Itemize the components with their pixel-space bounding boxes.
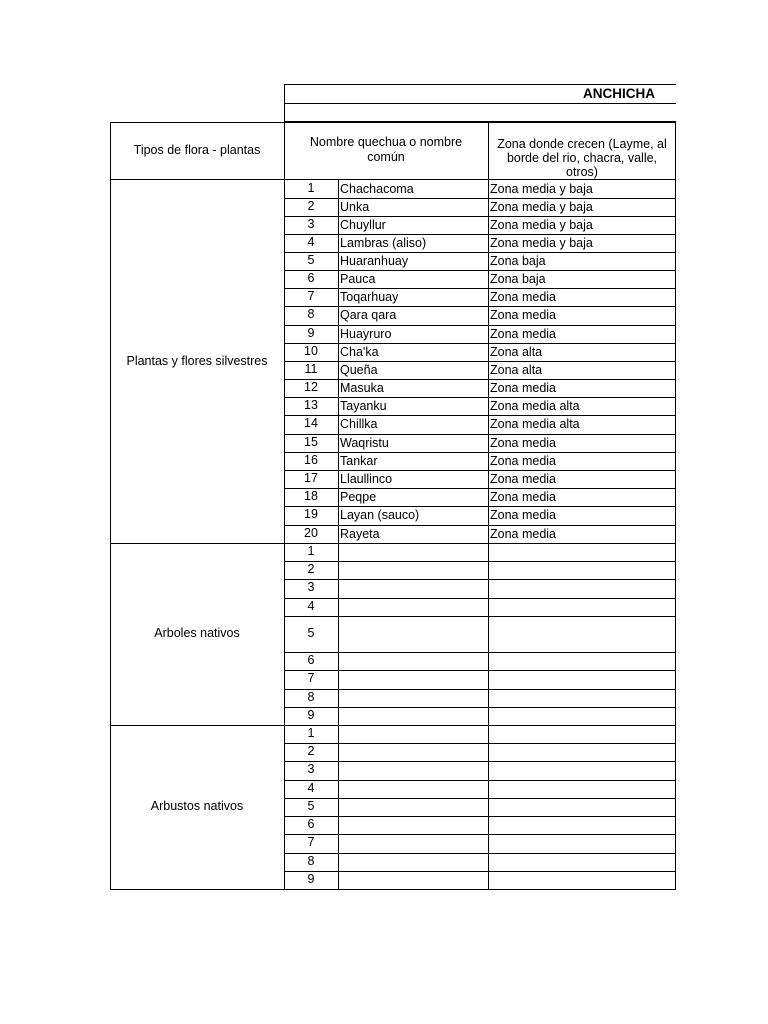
- section-label: Arboles nativos: [154, 626, 240, 640]
- growth-zone: Zona media alta: [490, 399, 580, 413]
- row-number: 2: [307, 562, 315, 576]
- growth-zone: Zona media: [490, 508, 557, 522]
- growth-zone: Zona media: [490, 381, 557, 395]
- plant-name: Toqarhuay: [340, 290, 399, 304]
- row-border: [284, 561, 676, 562]
- row-number: 4: [307, 599, 315, 613]
- row-border: [284, 871, 676, 872]
- row-number: 8: [307, 307, 315, 321]
- plant-name: Masuka: [340, 381, 384, 395]
- row-number: 3: [307, 762, 315, 776]
- row-number: 5: [307, 626, 315, 640]
- row-border: [284, 198, 676, 199]
- plant-name: Waqristu: [340, 436, 389, 450]
- row-border: [284, 743, 676, 744]
- plant-name: Unka: [340, 200, 370, 214]
- header-tipos: Tipos de flora - plantas: [133, 143, 261, 157]
- row-border: [284, 579, 676, 580]
- row-number: 7: [307, 835, 315, 849]
- section-bottom-border: [110, 543, 676, 544]
- row-border: [284, 452, 676, 453]
- row-number: 9: [307, 708, 315, 722]
- row-border: [284, 270, 676, 271]
- grid-line: [110, 122, 111, 180]
- row-border: [284, 652, 676, 653]
- plant-name: Pauca: [340, 272, 376, 286]
- row-number: 12: [304, 380, 318, 394]
- plant-name: Lambras (aliso): [340, 236, 427, 250]
- row-border: [284, 252, 676, 253]
- plant-name: Chillka: [340, 417, 378, 431]
- row-number: 9: [307, 872, 315, 886]
- row-border: [284, 488, 676, 489]
- plant-name: Chuyllur: [340, 218, 386, 232]
- column-border: [675, 725, 676, 890]
- row-number: 1: [307, 544, 315, 558]
- growth-zone: Zona media alta: [490, 417, 580, 431]
- growth-zone: Zona media: [490, 527, 557, 541]
- row-border: [284, 306, 676, 307]
- column-border: [488, 543, 489, 726]
- section-label: Plantas y flores silvestres: [126, 354, 268, 368]
- row-border: [284, 343, 676, 344]
- row-border: [284, 361, 676, 362]
- row-number: 6: [307, 271, 315, 285]
- plant-name: Rayeta: [340, 527, 380, 541]
- growth-zone: Zona media: [490, 290, 557, 304]
- plant-name: Chachacoma: [340, 182, 414, 196]
- row-number: 4: [307, 235, 315, 249]
- column-border: [675, 543, 676, 726]
- row-border: [284, 470, 676, 471]
- row-border: [284, 379, 676, 380]
- row-number: 2: [307, 744, 315, 758]
- plant-name: Llaullinco: [340, 472, 393, 486]
- plant-name: Tayanku: [340, 399, 387, 413]
- title-box-divider: [284, 103, 676, 104]
- row-number: 5: [307, 253, 315, 267]
- row-border: [284, 780, 676, 781]
- plant-name: Huaranhuay: [340, 254, 409, 268]
- section-bottom-border: [110, 889, 676, 890]
- row-border: [284, 761, 676, 762]
- row-number: 8: [307, 690, 315, 704]
- row-border: [284, 834, 676, 835]
- row-number: 6: [307, 653, 315, 667]
- row-number: 2: [307, 199, 315, 213]
- title-box-top: [284, 84, 676, 85]
- growth-zone: Zona baja: [490, 254, 546, 268]
- row-number: 15: [304, 435, 318, 449]
- row-border: [284, 598, 676, 599]
- row-number: 4: [307, 781, 315, 795]
- header-top-border: [110, 122, 676, 123]
- header-zona: Zona donde crecen (Layme, al borde del rio, chacra, valle, otros): [497, 137, 667, 179]
- section-bottom-border: [110, 725, 676, 726]
- row-number: 10: [304, 344, 318, 358]
- row-number: 18: [304, 489, 318, 503]
- plant-name: Peqpe: [340, 490, 377, 504]
- row-number: 16: [304, 453, 318, 467]
- row-border: [284, 216, 676, 217]
- row-border: [284, 325, 676, 326]
- row-border: [284, 288, 676, 289]
- row-number: 17: [304, 471, 318, 485]
- row-border: [284, 415, 676, 416]
- row-number: 11: [304, 362, 318, 376]
- section-label: Arbustos nativos: [150, 799, 244, 813]
- row-number: 3: [307, 580, 315, 594]
- row-number: 7: [307, 289, 315, 303]
- row-number: 5: [307, 799, 315, 813]
- row-number: 6: [307, 817, 315, 831]
- row-number: 8: [307, 854, 315, 868]
- column-border: [338, 543, 339, 726]
- plant-name: Huayruro: [340, 327, 392, 341]
- title-box-left: [284, 84, 285, 122]
- growth-zone: Zona media y baja: [490, 236, 593, 250]
- growth-zone: Zona media y baja: [490, 182, 593, 196]
- row-border: [284, 707, 676, 708]
- growth-zone: Zona baja: [490, 272, 546, 286]
- grid-line: [675, 122, 676, 180]
- row-border: [284, 434, 676, 435]
- row-border: [284, 798, 676, 799]
- growth-zone: Zona media y baja: [490, 200, 593, 214]
- header-nombre: Nombre quechua o nombre común: [309, 135, 463, 164]
- growth-zone: Zona alta: [490, 345, 543, 359]
- growth-zone: Zona media: [490, 472, 557, 486]
- row-number: 9: [307, 326, 315, 340]
- grid-line: [284, 122, 285, 180]
- plant-name: Layan (sauco): [340, 508, 420, 522]
- row-border: [284, 525, 676, 526]
- row-number: 20: [304, 526, 318, 540]
- row-border: [284, 234, 676, 235]
- row-border: [284, 816, 676, 817]
- column-border: [488, 725, 489, 890]
- row-border: [284, 853, 676, 854]
- plant-name: Queña: [340, 363, 378, 377]
- row-number: 19: [304, 507, 318, 521]
- plant-name: Cha'ka: [340, 345, 379, 359]
- column-border: [338, 725, 339, 890]
- row-number: 13: [304, 398, 318, 412]
- plant-name: Qara qara: [340, 308, 397, 322]
- row-number: 1: [307, 181, 315, 195]
- row-number: 14: [304, 416, 318, 430]
- row-number: 1: [307, 726, 315, 740]
- row-border: [284, 670, 676, 671]
- growth-zone: Zona media: [490, 436, 557, 450]
- grid-line: [488, 122, 489, 180]
- row-border: [284, 506, 676, 507]
- row-border: [284, 616, 676, 617]
- growth-zone: Zona media: [490, 308, 557, 322]
- growth-zone: Zona media y baja: [490, 218, 593, 232]
- row-border: [284, 397, 676, 398]
- growth-zone: Zona media: [490, 327, 557, 341]
- row-border: [284, 689, 676, 690]
- plant-name: Tankar: [340, 454, 378, 468]
- growth-zone: Zona media: [490, 454, 557, 468]
- header-bottom-border: [110, 179, 676, 180]
- sheet-title: ANCHICHA: [583, 86, 655, 101]
- growth-zone: Zona alta: [490, 363, 543, 377]
- row-number: 7: [307, 671, 315, 685]
- growth-zone: Zona media: [490, 490, 557, 504]
- row-number: 3: [307, 217, 315, 231]
